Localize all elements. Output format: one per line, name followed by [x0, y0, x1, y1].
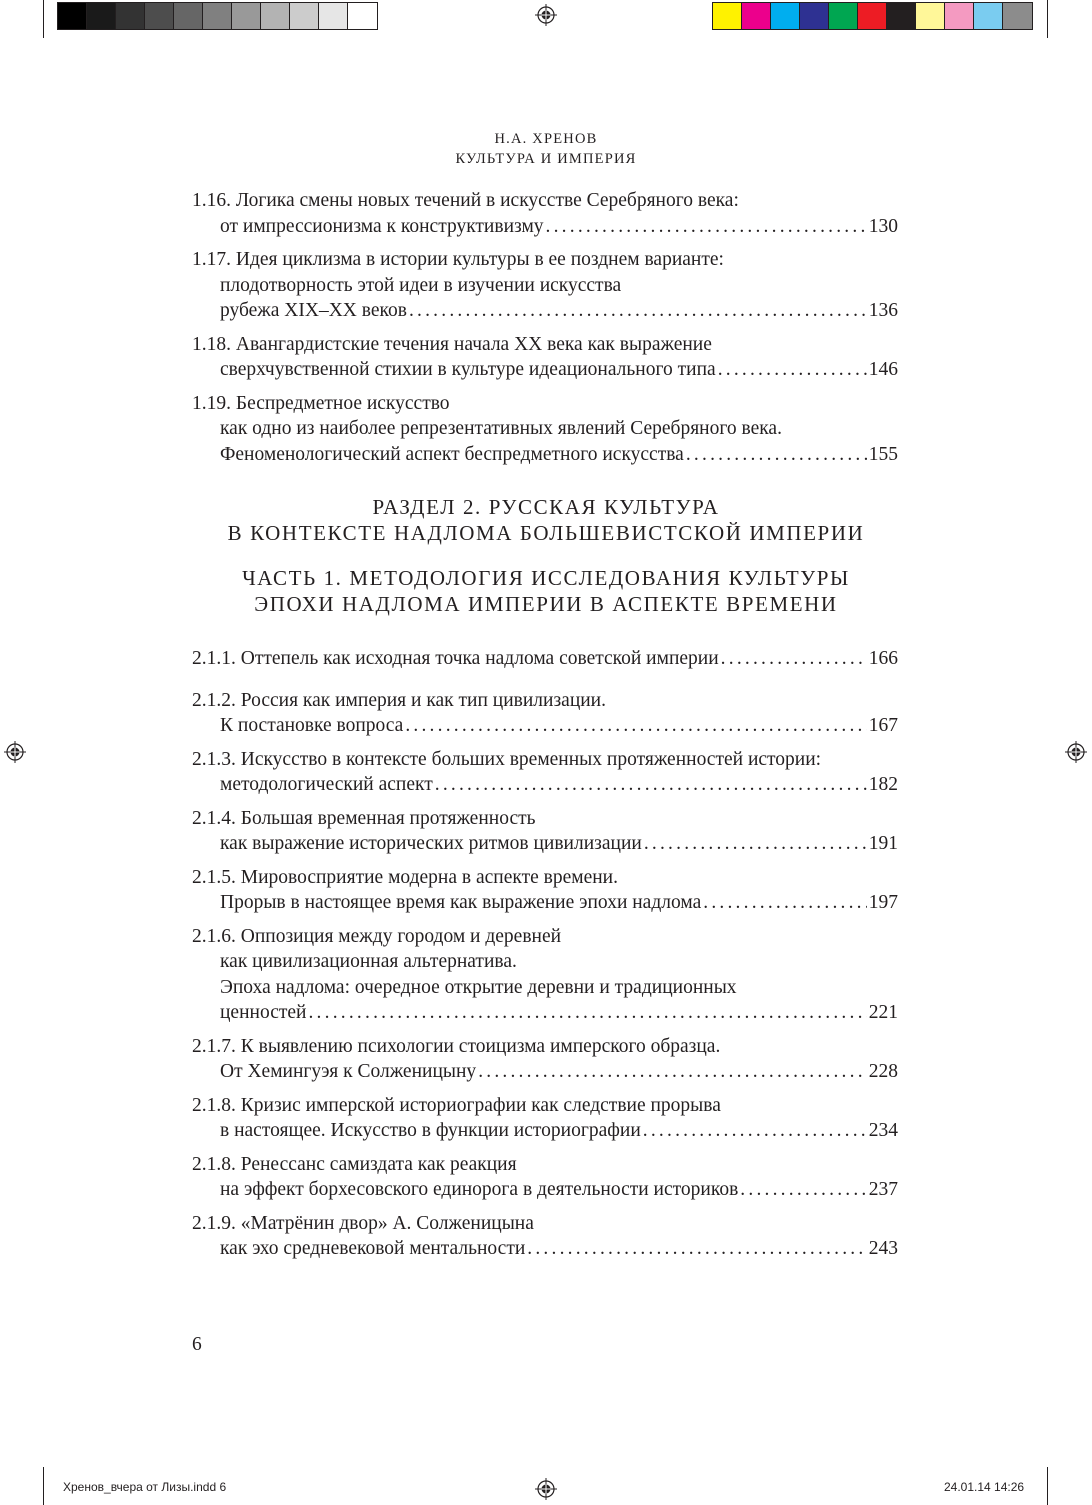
toc-page-number: 182 — [868, 774, 898, 795]
toc-page-number: 243 — [868, 1238, 898, 1259]
toc-entry — [192, 1034, 898, 1085]
toc-entry-line: 2.1.8. Кризис имперской историографии как следствие прорыва — [192, 1094, 721, 1116]
color-swatch-3 — [800, 3, 829, 29]
gray-swatch-5 — [203, 3, 232, 29]
gray-swatch-9 — [319, 3, 348, 29]
dot-leader — [409, 298, 867, 324]
toc-entry-line: 2.1.7. К выявлению психологии стоицизма имперского образца. — [192, 1035, 721, 1057]
page-number: 6 — [192, 1334, 202, 1355]
part-heading-line-2: ЭПОХИ НАДЛОМА ИМПЕРИИ В АСПЕКТЕ ВРЕМЕНИ — [254, 592, 838, 616]
color-swatch-4 — [829, 3, 858, 29]
toc-entry-last-line — [192, 1059, 898, 1085]
toc-entry — [192, 924, 898, 1026]
toc-entry-title: как эхо средневековой ментальности — [220, 1238, 526, 1259]
toc-entry-title: методологический аспект — [220, 774, 433, 795]
toc-entry — [192, 332, 898, 383]
toc-entry-line: 2.1.9. «Матрёнин двор» А. Солженицына — [192, 1212, 534, 1234]
running-head-title: КУЛЬТУРА И ИМПЕРИЯ — [455, 151, 637, 167]
toc-entry-line: 1.19. Беспредметное искусство — [192, 392, 450, 414]
dot-leader — [718, 357, 867, 383]
dot-leader — [435, 772, 867, 798]
toc-entry-last-line — [192, 442, 898, 468]
toc-entry-title: как выражение исторических ритмов цивилизации — [220, 833, 642, 854]
toc-page-number: 237 — [868, 1179, 898, 1200]
color-swatch-2 — [771, 3, 800, 29]
toc-entry-line: 1.16. Логика смены новых течений в искусстве Серебряного века: — [192, 190, 739, 211]
registration-mark-left-icon — [4, 741, 26, 763]
crop-mark-top-left — [43, 0, 44, 38]
gray-swatch-7 — [261, 3, 290, 29]
toc-entry-title: Феноменологический аспект беспредметного искусства — [220, 443, 684, 465]
dot-leader — [308, 1000, 866, 1026]
toc-entry — [192, 646, 898, 672]
toc-page-number: 234 — [868, 1120, 898, 1141]
crop-mark-bottom-right — [1047, 1467, 1048, 1505]
toc-entry-title: рубежа XIX–XX веков — [220, 300, 407, 321]
dot-leader — [643, 1118, 867, 1144]
toc-entry-line: Эпоха надлома: очередное открытие деревни и традиционных — [220, 976, 737, 998]
toc-page-number: 130 — [868, 215, 898, 237]
toc-entry — [192, 806, 898, 857]
toc-entry-title: ценностей — [220, 1002, 307, 1023]
toc-entry — [192, 247, 898, 324]
dot-leader — [546, 214, 867, 240]
toc-page-number: 197 — [868, 892, 898, 913]
toc-page-number: 221 — [868, 1002, 898, 1023]
registration-mark-bottom-icon — [535, 1478, 557, 1500]
gray-swatch-10 — [348, 3, 377, 29]
gray-swatch-4 — [174, 3, 203, 29]
toc-entry-last-line — [192, 831, 898, 857]
registration-mark-top-icon — [535, 4, 557, 26]
toc-entry — [192, 391, 898, 468]
toc-page-number: 166 — [868, 648, 898, 669]
crop-mark-top-right — [1047, 0, 1048, 38]
toc-entry-last-line — [192, 1177, 898, 1203]
toc-entry-line: 2.1.5. Мировосприятие модерна в аспекте времени. — [192, 866, 618, 888]
toc-entry-line: 1.18. Авангардистские течения начала XX века как выражение — [192, 333, 712, 355]
toc-entry-last-line — [192, 890, 898, 916]
toc-entry-title: 2.1.1. Оттепель как исходная точка надлома советской империи — [192, 648, 719, 669]
gray-swatch-0 — [58, 3, 87, 29]
color-swatch-5 — [858, 3, 887, 29]
toc-entry-title: сверхчувственной стихии в культуре идеационального типа — [220, 359, 716, 380]
toc-entry — [192, 1093, 898, 1144]
color-swatch-9 — [974, 3, 1003, 29]
dot-leader — [478, 1059, 867, 1085]
dot-leader — [721, 646, 867, 672]
dot-leader — [527, 1236, 866, 1262]
toc-entry-title: Прорыв в настоящее время как выражение эпохи надлома — [220, 892, 702, 913]
toc-entry-line: 2.1.4. Большая временная протяженность — [192, 807, 536, 829]
grayscale-color-bar — [57, 2, 378, 30]
dot-leader — [703, 890, 867, 916]
dot-leader — [740, 1177, 866, 1203]
gray-swatch-3 — [145, 3, 174, 29]
toc-entry-title: К постановке вопроса — [220, 715, 404, 736]
toc-entry-line: 2.1.6. Оппозиция между городом и деревней — [192, 925, 562, 947]
toc-entry-line: плодотворность этой идеи в изучении искусства — [220, 274, 622, 296]
crop-mark-bottom-left — [43, 1467, 44, 1505]
slug-filename: Хренов_вчера от Лизы.indd 6 — [63, 1480, 227, 1494]
color-swatch-1 — [742, 3, 771, 29]
toc-page-number: 146 — [868, 359, 898, 380]
part-heading-line-1: ЧАСТЬ 1. МЕТОДОЛОГИЯ ИССЛЕДОВАНИЯ КУЛЬТУРЫ — [242, 566, 850, 590]
toc-entry-line: как одно из наиболее репрезентативных явлений Серебряного века. — [220, 418, 782, 439]
toc-entry-last-line — [192, 298, 898, 324]
toc-entry-last-line — [192, 357, 898, 383]
color-swatch-8 — [945, 3, 974, 29]
toc-page-number: 155 — [868, 443, 898, 465]
toc-entry-line: как цивилизационная альтернатива. — [220, 951, 517, 972]
toc-entry-last-line — [192, 1000, 898, 1026]
color-swatch-0 — [713, 3, 742, 29]
toc-entry-last-line — [192, 1118, 898, 1144]
color-swatch-6 — [887, 3, 916, 29]
toc-entry-last-line — [192, 646, 898, 672]
toc-entry-title: на эффект борхесовского единорога в деятельности историков — [220, 1179, 739, 1200]
toc-page-number: 136 — [868, 300, 898, 321]
toc-entry — [192, 1152, 898, 1203]
toc-page-number: 228 — [868, 1061, 898, 1082]
toc-entry — [192, 188, 898, 239]
gray-swatch-8 — [290, 3, 319, 29]
dot-leader — [686, 442, 867, 468]
toc-entry-last-line — [192, 772, 898, 798]
toc-entry — [192, 865, 898, 916]
toc-entry — [192, 1211, 898, 1262]
toc-entry-title: от импрессионизма к конструктивизму — [220, 215, 544, 237]
toc-entry-line: 2.1.8. Ренессанс самиздата как реакция — [192, 1153, 517, 1175]
registration-mark-right-icon — [1065, 741, 1087, 763]
section-heading-line-2: В КОНТЕКСТЕ НАДЛОМА БОЛЬШЕВИСТСКОЙ ИМПЕРИИ — [227, 521, 865, 545]
gray-swatch-1 — [87, 3, 116, 29]
toc-entry — [192, 688, 898, 739]
slug-datetime: 24.01.14 14:26 — [944, 1480, 1025, 1494]
gray-swatch-2 — [116, 3, 145, 29]
toc-entry-last-line — [192, 1236, 898, 1262]
cmyk-color-bar — [712, 2, 1033, 30]
running-head-author: Н.А. ХРЕНОВ — [494, 131, 598, 147]
toc-entry-last-line — [192, 713, 898, 739]
toc-entry-line: 1.17. Идея циклизма в истории культуры в ее позднем варианте: — [192, 249, 724, 270]
color-swatch-7 — [916, 3, 945, 29]
toc-entry-last-line — [192, 214, 898, 240]
toc-entry-line: 2.1.2. Россия как империя и как тип цивилизации. — [192, 689, 606, 711]
color-swatch-10 — [1003, 3, 1032, 29]
dot-leader — [644, 831, 867, 857]
dot-leader — [405, 713, 866, 739]
toc-page-number: 167 — [868, 715, 898, 736]
toc-page-number: 191 — [868, 833, 898, 854]
gray-swatch-6 — [232, 3, 261, 29]
toc-entry-title: в настоящее. Искусство в функции историографии — [220, 1120, 641, 1141]
toc-entry — [192, 747, 898, 798]
toc-entry-line: 2.1.3. Искусство в контексте больших временных протяженностей истории: — [192, 748, 822, 770]
section-heading-line-1: РАЗДЕЛ 2. РУССКАЯ КУЛЬТУРА — [372, 495, 720, 519]
toc-entry-title: От Хемингуэя к Солженицыну — [220, 1061, 477, 1082]
